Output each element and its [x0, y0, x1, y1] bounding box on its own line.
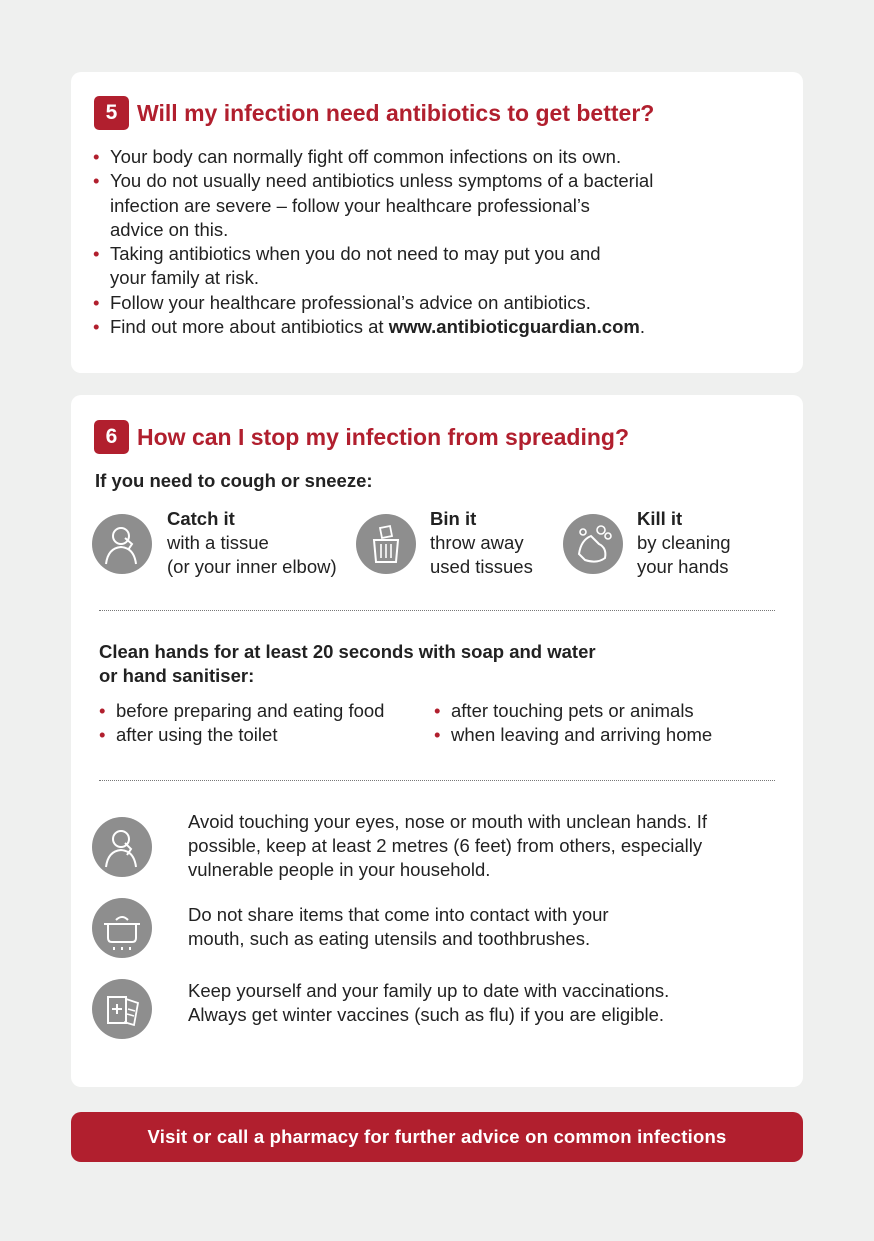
tip-do-not-share: Do not share items that come into contact with your mouth, such as eating utensils and toothbrushes.: [188, 904, 609, 949]
catch-it-block: [167, 507, 337, 579]
list-item: • Your body can normally fight off common infections on its own.: [93, 146, 622, 167]
vaccination-record-icon: [92, 979, 152, 1039]
list-item: • after using the toilet: [99, 724, 278, 746]
face-touch-icon: [92, 817, 152, 877]
section-6-card: [71, 395, 803, 1087]
action-title: Kill it: [637, 508, 683, 529]
action-text: throw away: [430, 532, 524, 553]
list-item: • Follow your healthcare professional’s advice on antibiotics.: [93, 291, 591, 313]
action-text: your hands: [637, 556, 729, 577]
list-item: • before preparing and eating food: [99, 700, 385, 721]
list-item: • You do not usually need antibiotics unless symptoms of a bacterial infection are severe – follow your healthcare professional’s advice on this.: [93, 170, 654, 240]
hand-cleaning-list-left: [99, 699, 384, 748]
list-item: • after touching pets or animals: [434, 700, 694, 721]
cooking-pot-icon: [92, 898, 152, 958]
divider: [99, 610, 775, 611]
action-text: by cleaning: [637, 532, 731, 553]
section-5-heading: [94, 96, 654, 130]
hand-cleaning-heading: Clean hands for at least 20 seconds with soap and water or hand sanitiser:: [99, 641, 596, 686]
tip-avoid-touching: Avoid touching your eyes, nose or mouth with unclean hands. If possible, keep at least 2 metres (6 feet) from others, especially vulnerable people in your household.: [188, 811, 708, 880]
hand-cleaning-list-right: [434, 699, 712, 748]
action-text: used tissues: [430, 556, 533, 577]
action-text: with a tissue: [167, 532, 269, 553]
section-number-badge: 6: [94, 420, 129, 454]
section-6-heading: [94, 420, 629, 454]
cough-heading: If you need to cough or sneeze:: [95, 470, 373, 491]
tip-vaccinations: Keep yourself and your family up to date with vaccinations. Always get winter vaccines (such as flu) if you are eligible.: [188, 980, 670, 1025]
action-text: (or your inner elbow): [167, 556, 337, 577]
antibiotic-guardian-link[interactable]: www.antibioticguardian.com: [388, 316, 640, 338]
section-title: How can I stop my infection from spreading?: [137, 423, 629, 450]
kill-it-block: [637, 507, 731, 579]
divider: [99, 780, 775, 781]
section-5-card: [71, 72, 803, 373]
list-item: • when leaving and arriving home: [434, 724, 713, 746]
action-title: Bin it: [430, 508, 477, 529]
action-title: Catch it: [167, 508, 235, 529]
section-number-badge: 5: [94, 96, 129, 130]
section-title: Will my infection need antibiotics to get better?: [137, 99, 655, 126]
antibiotics-bullet-list: [93, 145, 653, 339]
pharmacy-advice-banner: Visit or call a pharmacy for further advice on common infections: [71, 1112, 803, 1162]
list-item: • Taking antibiotics when you do not need to may put you and your family at risk.: [93, 243, 601, 289]
tissue-face-icon: [92, 514, 152, 574]
hand-washing-icon: [563, 514, 623, 574]
bin-it-block: [430, 507, 533, 579]
bin-icon: [356, 514, 416, 574]
list-item: • Find out more about antibiotics at www.antibioticguardian.com.: [93, 316, 645, 338]
